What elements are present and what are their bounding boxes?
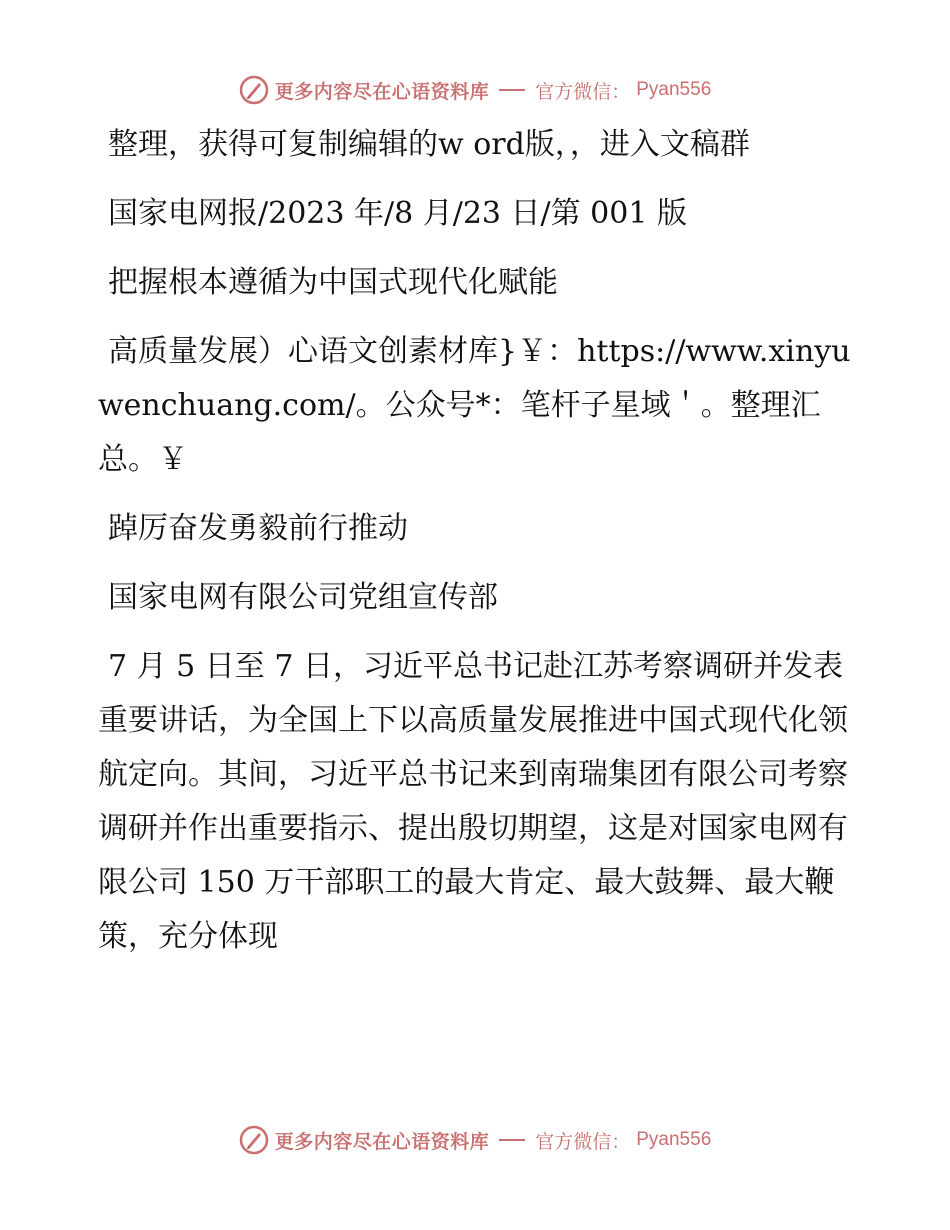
watermark-separator bbox=[499, 1139, 525, 1141]
watermark-contact-label: 官方微信： bbox=[535, 1130, 631, 1153]
paragraph-source: 国家电网报/2023 年/8 月/23 日/第 001 版 bbox=[108, 196, 687, 231]
footer-watermark bbox=[0, 1122, 950, 1158]
header-watermark bbox=[0, 72, 950, 108]
paragraph-headline: 把握根本遵循为中国式现代化赋能 bbox=[108, 265, 558, 300]
paragraph-kicker: 踔厉奋发勇毅前行推动 bbox=[108, 511, 408, 546]
quill-logo-icon bbox=[239, 75, 269, 105]
document-body bbox=[98, 118, 854, 979]
quill-logo-icon bbox=[239, 1125, 269, 1155]
paragraph-intro: 整理，获得可复制编辑的w ord版，，进入文稿群 bbox=[108, 127, 750, 162]
watermark-text: 更多内容尽在心语资料库 bbox=[274, 80, 490, 103]
watermark-contact-label: 官方微信： bbox=[535, 80, 631, 103]
watermark-text: 更多内容尽在心语资料库 bbox=[274, 1130, 490, 1153]
watermark-handle: Pyan556 bbox=[636, 1129, 712, 1150]
paragraph-author: 国家电网有限公司党组宣传部 bbox=[108, 580, 498, 615]
watermark-handle: Pyan556 bbox=[636, 79, 712, 100]
watermark-separator bbox=[499, 89, 525, 91]
paragraph-subheadline: 高质量发展）心语文创素材库}￥：https://www.xinyuwenchuang.com/。公众号*：笔杆子星域＇。整理汇总。￥ bbox=[98, 334, 851, 477]
paragraph-body: 7 月 5 日至 7 日，习近平总书记赴江苏考察调研并发表重要讲话，为全国上下以高质量发展推进中国式现代化领航定向。其间，习近平总书记来到南瑞集团有限公司考察调研并作出重要指示、提出殷切期望，这是对国家电网有限公司 150 万干部职工的最大肯定、最大鼓舞、最大鞭策，充分体现 bbox=[98, 649, 848, 954]
